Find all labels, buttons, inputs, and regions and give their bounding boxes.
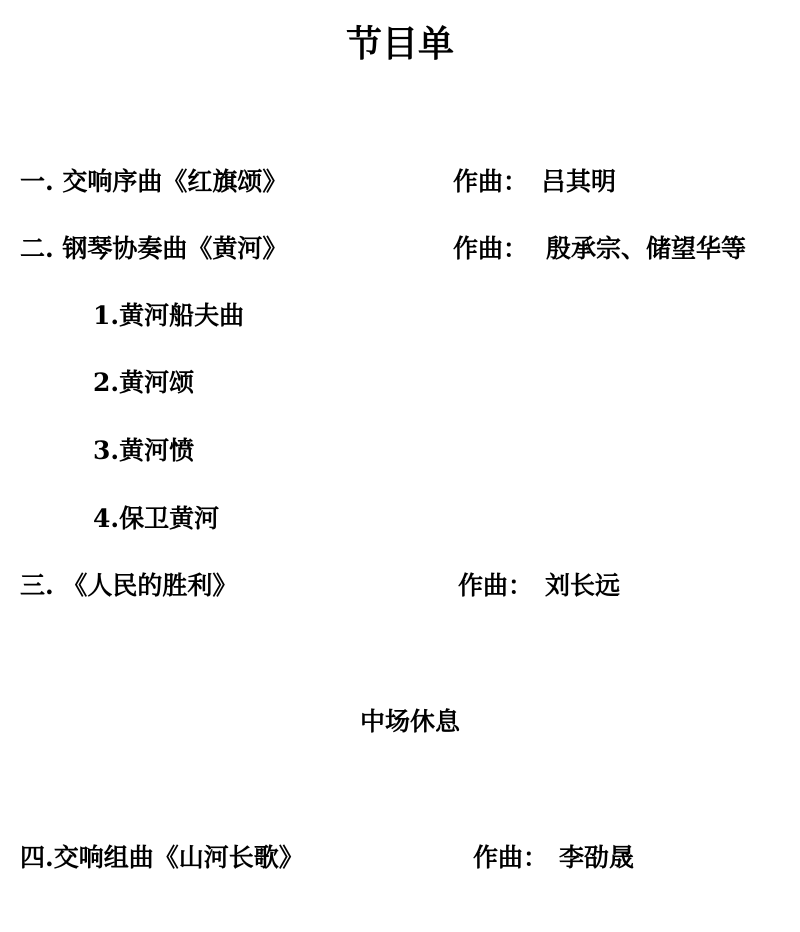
movement-3: 3.黄河愤 [93, 436, 195, 465]
intermission-label: 中场休息 [359, 707, 460, 736]
program-item-4-title: 四.交响组曲《山河长歌》 [20, 843, 304, 872]
movement-4: 4.保卫黄河 [93, 504, 220, 533]
movement-2: 2.黄河颂 [93, 368, 195, 397]
program-item-3-composer-label: 作曲： [458, 571, 534, 600]
program-item-2-composer-label: 作曲： [453, 234, 529, 263]
program-item-1-title: 一. 交响序曲《红旗颂》 [20, 167, 288, 196]
program-item-1-composer-label: 作曲： [453, 167, 529, 196]
program-item-1-composer: 吕其明 [541, 167, 617, 196]
page-title: 节目单 [345, 23, 454, 65]
program-item-2-title: 二. 钢琴协奏曲《黄河》 [20, 234, 288, 263]
program-item-3-title: 三. 《人民的胜利》 [20, 571, 238, 600]
program-item-4-composer-label: 作曲： [473, 843, 549, 872]
movement-1: 1.黄河船夫曲 [93, 301, 245, 330]
program-item-3-composer: 刘长远 [545, 571, 621, 600]
program-item-2-composer: 殷承宗、储望华等 [546, 234, 747, 263]
program-item-4-composer: 李劭晟 [559, 843, 635, 872]
